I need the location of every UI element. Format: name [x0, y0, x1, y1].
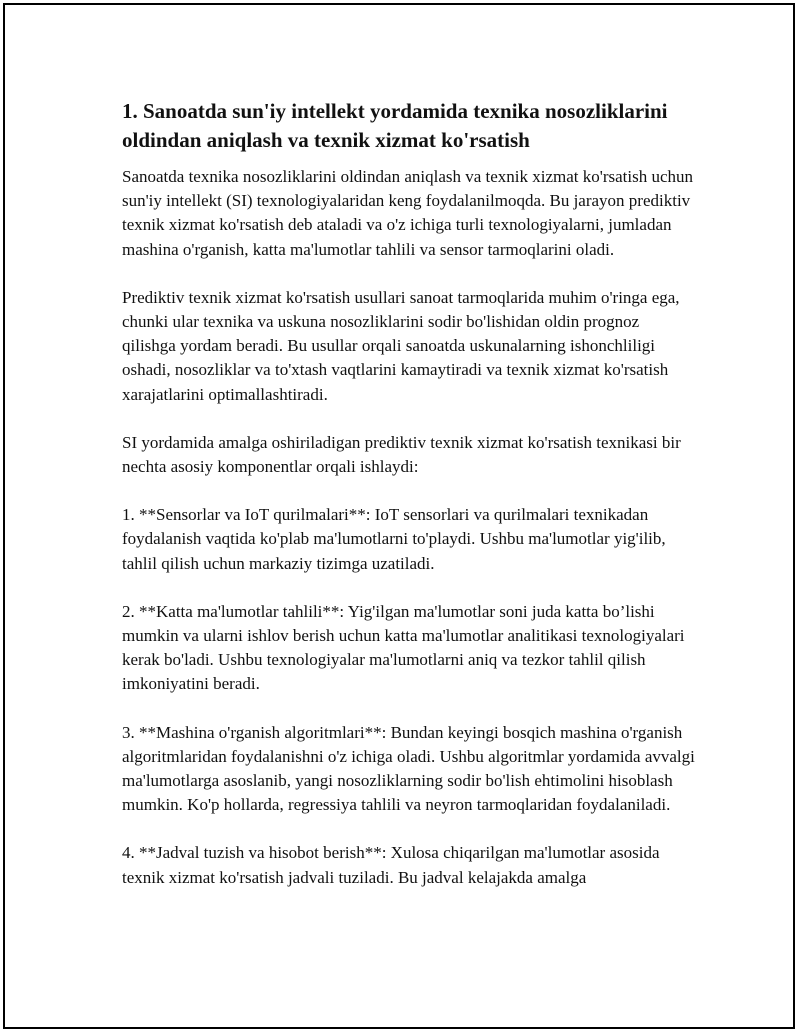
paragraph-predictive-methods: Prediktiv texnik xizmat ko'rsatish usullari sanoat tarmoqlarida muhim o'ringa ega, chunki ular texnika va uskuna nosozliklarini sodir bo'lishidan oldin prognoz qilishga yordam beradi. Bu usullar orqali sanoatda uskunalarning ishonchliligi oshadi, nosozliklar va to'xtash vaqtlarini kamaytiradi va texnik xizmat ko'rsatish xarajatlarini optimallashtiradi.: [122, 287, 680, 404]
list-item-machine-learning: 3. **Mashina o'rganish algoritmlari**: Bundan keyingi bosqich mashina o'rganish algoritmlaridan foydalanishni o'z ichiga oladi. Ushbu algoritmlar yordamida avvalgi ma'lumotlarga asoslanib, yangi nosozliklarning sodir bo'lish ehtimolini hisoblash mumkin. Ko'p hollarda, regressiya tahlili va neyron tarmoqlaridan foydalaniladi.: [122, 722, 695, 815]
paragraph-intro: Sanoatda texnika nosozliklarini oldindan aniqlash va texnik xizmat ko'rsatish uchun sun'iy intellekt (SI) texnologiyalaridan keng foydalanilmoqda. Bu jarayon prediktiv texnik xizmat ko'rsatish deb ataladi va o'z ichiga turli texnologiyalarni, jumladan mashina o'rganish, katta ma'lumotlar tahlili va sensor tarmoqlarini oladi.: [122, 167, 694, 259]
page-frame: [3, 3, 795, 1029]
section-heading: 1. Sanoatda sun'iy intellekt yordamida texnika nosozliklarini oldindan aniqlash va texnik xizmat ko'rsatish: [122, 99, 668, 152]
paragraph-components-intro: SI yordamida amalga oshiriladigan prediktiv texnik xizmat ko'rsatish texnikasi bir nechta asosiy komponentlar orqali ishlaydi:: [122, 432, 681, 477]
list-item-big-data: 2. **Katta ma'lumotlar tahlili**: Yig'ilgan ma'lumotlar soni juda katta bo’lishi mumkin va ularni ishlov berish uchun katta ma'lumotlar analitikasi texnologiyalari kerak bo'ladi. Ushbu texnologiyalar ma'lumotlarni aniq va tezkor tahlil qilish imkoniyatini beradi.: [122, 601, 685, 694]
list-item-sensors: 1. **Sensorlar va IoT qurilmalari**: IoT sensorlari va qurilmalari texnikadan foydalanish vaqtida ko'plab ma'lumotlarni to'playdi. Ushbu ma'lumotlar yig'ilib, tahlil qilish uchun markaziy tizimga uzatiladi.: [122, 505, 666, 573]
document-body: [122, 97, 697, 914]
list-item-scheduling: 4. **Jadval tuzish va hisobot berish**: Xulosa chiqarilgan ma'lumotlar asosida texnik xizmat ko'rsatish jadvali tuziladi. Bu jadval kelajakda amalga: [122, 843, 660, 887]
